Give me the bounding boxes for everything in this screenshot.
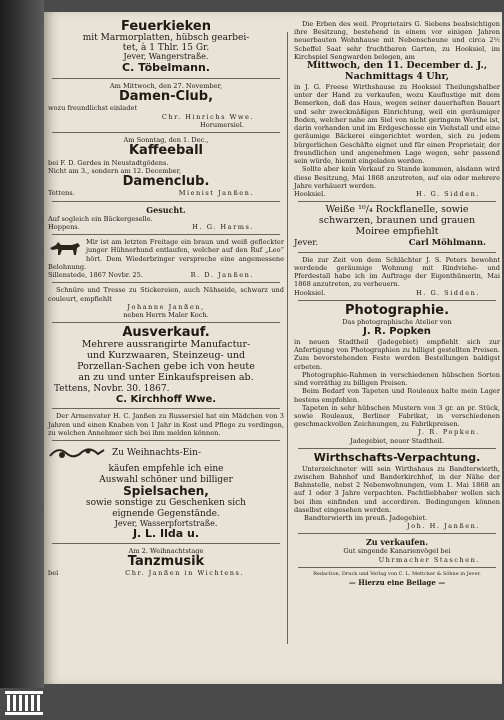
ad-rockflanelle: [294, 205, 500, 248]
ad-line: sowie sonstige zu Geschenken sich: [86, 498, 246, 509]
ad-signature: R. D. Janßen.: [190, 271, 254, 280]
ad-text: in neuen Stadtheil (Jadegebiet) empfiehlt sich zur Anfertigung von Photographien zu billigst gestellten Preisen. Zum bevorstehenden Feste werden Bestellungen baldigst erbeten.: [294, 337, 500, 371]
ad-signature: Joh. H. Janßen.: [407, 522, 480, 531]
ad-peters-wohnung: [294, 256, 500, 297]
ad-separator: [298, 567, 496, 568]
ad-location: Sillenstede, 1867 Novbr. 25.: [48, 271, 143, 280]
ad-kanarienvoegel: [294, 537, 500, 563]
ad-lost-dog: [48, 238, 284, 279]
ad-siebens-estate: [294, 20, 500, 198]
ad-text: Photographie-Rahmen in verschiedenen hübschen Sorten sind vorräthig zu billigen Preisen.: [294, 370, 500, 388]
library-building-icon: [4, 688, 44, 716]
ad-feuerkieken: [48, 20, 284, 75]
ad-headline: Gesucht.: [146, 204, 186, 215]
ad-line: Das photographische Atelier von: [342, 318, 452, 327]
ad-location: Bandterwierth im preuß. Jadegebiet.: [304, 513, 428, 522]
ad-location: Tettens.: [48, 189, 75, 198]
imprint: Redaction, Druck und Verlag von C. L. Mettcker & Söhne in Jever.: [313, 570, 481, 577]
ad-headline: Ausverkauf.: [122, 325, 210, 341]
ad-line: Jever, Wasserpfortstraße.: [114, 518, 218, 528]
ad-text: Unterzeichneter will sein Wirthshaus zu Bandterwierth, zwischen Bahnhof und Banderkirchhof, in der Nähe der Bahnstelle, nebst 2 Nebenwohnungen, vom 1. Mai 1868 an auf 1 oder 3 Jahre verpachten. Pachtliebhaber wollen sich bei ihm einfinden und accordiren. Bedingungen können daselbst eingesehen werden.: [294, 464, 500, 514]
ad-location: Hooksiel.: [294, 190, 326, 199]
ad-signature: Johanne Janßen,: [127, 302, 205, 311]
ad-signature-row: [48, 569, 284, 577]
ad-location: Jadegebiet, neuer Stadtheil.: [350, 436, 444, 445]
ad-line: wozu freundlichst einladet: [48, 104, 137, 113]
ad-line: Jever, Wangerstraße.: [123, 52, 209, 62]
ad-signature: J. L. Ilda u.: [132, 527, 200, 541]
ad-date: Am Sonntag, den 1. Dec.,: [123, 136, 209, 145]
ad-line: Mehrere aussrangirte Manufactur-: [81, 338, 251, 350]
ad-line: eignende Gegenstände.: [112, 508, 220, 519]
ad-line: bei: [48, 569, 59, 578]
ad-name: J. R. Popken: [363, 326, 431, 338]
ad-separator: [298, 201, 496, 202]
ad-location: Jever.: [294, 238, 319, 249]
ad-line: käufen empfehle ich eine: [108, 464, 224, 475]
left-column: [48, 20, 284, 577]
ad-photographie: [294, 304, 500, 445]
ad-line: und Kurzwaaren, Steinzeug- und: [86, 349, 246, 361]
ad-headline: Mittwoch, den 11. December d. J.,: [306, 60, 488, 72]
ad-spielsachen: [48, 444, 284, 540]
ad-signature-row: [294, 289, 500, 297]
ad-damen-club: [48, 82, 284, 129]
ad-headline: Damenclub.: [122, 174, 210, 190]
ad-headline: Feuerkieken: [121, 19, 211, 34]
ad-headline: Damen-Club,: [118, 89, 214, 105]
ad-signature: Chr. Hinrichs Wwe.: [161, 112, 254, 121]
ad-text: Tapeten in sehr hübschen Mustern von 3 gr. an pr. Stück, sowie Rouleaux, Berliner Fabrikat, in verschiedenen geschmackvollen Zeichnungen, zu Fabrikpreisen.: [294, 403, 500, 429]
ad-schnuere: [48, 286, 284, 319]
ad-separator: [52, 282, 280, 283]
ad-separator: [52, 132, 280, 133]
ad-headline: Spielsachen,: [123, 484, 209, 498]
ad-signature: Carl Möhlmann.: [408, 238, 486, 249]
ad-signature: Chr. Janßen in Wichtens.: [125, 569, 244, 578]
ad-line: Auf sogleich ein Bäckergeselle.: [48, 214, 153, 223]
ad-separator: [52, 322, 280, 323]
ad-separator: [52, 543, 280, 544]
supplement-note: — Hierzu eine Beilage —: [348, 578, 446, 588]
ad-text: Sollte aber kein Verkauf zu Stande kommen, alsdann wird diese Besitzung, Mai 1868 anzutreten, auf ein oder mehrere Jahre verhäuert werden.: [294, 165, 500, 190]
ad-signature-row: [48, 271, 284, 279]
ad-line: Weiße ¹⁰/₄ Rockflanelle, sowie: [325, 204, 469, 216]
ad-signature: Mienist Janßen.: [178, 189, 254, 198]
column-divider: [287, 32, 288, 644]
book-binding-shadow: [0, 0, 44, 719]
ad-separator: [298, 448, 496, 449]
ad-line: mit Marmorplatten, hübsch gearbei-: [82, 32, 250, 43]
ad-line: tet, à 1 Thlr. 15 Gr.: [122, 42, 210, 53]
ad-text: Die Erben des weil. Proprietairs G. Siebens beabsichtigen ihre Besitzung, bestehend in einem vor einigen Jahren neuerbauten Wohnhause mit Nebenscheune und circa 2½ Scheffel Saat sehr fruchtbaren Garten, zu Hooksiel, im Kirchspiel Sengwarden belegen, am: [294, 20, 500, 61]
ad-text: Beim Bedarf von Tapeten und Rouleaux halte mein Lager bestens empfohlen.: [294, 387, 500, 404]
right-column: [294, 20, 500, 588]
ad-line: Moiree empfiehlt: [355, 226, 439, 238]
ad-separator: [52, 440, 280, 441]
ad-line: schwarzen, braunen und grauen: [318, 215, 476, 227]
ad-text: in J. G. Freese Wirthshause zu Hooksiel Theilungshalber unter der Hand zu verkaufen, wozu Kauflustige mit dem Bemerken, daß das Haus, wegen seiner dauerhaften Bauart und sehr zweckmäßigen Einrichtung, weil ein geräumiger Boden, welcher nahe am Siel von nicht geringem Werthe ist, darin vorhanden und im Erdgeschosse ein Viehstall und eine geräumige Bäckerei eingerichtet worden, sich zu jedem bürgerlichen Geschäfte eignet und für einen Proprietair, der freundlichen und angenehmen Lage wegen, sehr passend sein würde, hiemit eingeladen werden.: [294, 83, 500, 166]
ad-line: Zu Weihnachts-Ein-: [112, 448, 201, 459]
ad-wirthschafts-verpachtung: [294, 452, 500, 531]
ad-separator: [52, 408, 280, 409]
ad-signature: C. Kirchhoff Wwe.: [115, 393, 217, 405]
ornament-icon: [48, 444, 108, 464]
ad-signature: H. G. Sidden.: [416, 190, 480, 199]
ad-ausverkauf: [48, 326, 284, 405]
ad-separator: [298, 300, 496, 301]
ad-text: Schnüre und Tresse zu Stickereien, auch Nähseide, schwarz und couleurt, empfiehlt: [48, 286, 284, 303]
ad-date: Am Mittwoch, den 27. November,: [109, 81, 223, 90]
ad-text: Die zur Zeit von dem Schlächter J. S. Peters bewohnt werdende geräumige Wohnung mit Rindviehe- und Pferdestall habe ich im Auftrage der Eigenthümerin, Mai 1868 anzutreten, zu verheuern.: [294, 255, 500, 289]
dog-icon: [48, 239, 82, 259]
ad-separator: [52, 78, 280, 79]
ad-signature-row: [48, 189, 284, 197]
ad-separator: [52, 201, 280, 202]
ad-kaffeeball: [48, 136, 284, 198]
ad-signature-row: [48, 223, 284, 231]
ad-headline: Nachmittags 4 Uhr,: [344, 71, 450, 83]
ad-location: neben Herrn Maler Koch.: [123, 310, 209, 319]
ad-line: Auswahl schöner und billiger: [99, 474, 233, 485]
ad-line: Porzellan-Sachen gebe ich von heute: [77, 360, 255, 372]
viewer-footer: [0, 688, 504, 719]
ad-signature: H. G. Sidden.: [416, 288, 480, 297]
ad-separator: [298, 252, 496, 253]
ad-location: Hoppens.: [48, 222, 80, 231]
ad-date: Am 2. Weihnachtstage: [128, 547, 204, 556]
ad-armenvater: [48, 412, 284, 437]
ad-separator: [298, 533, 496, 534]
ad-headline: Zu verkaufen.: [365, 537, 429, 548]
ad-location: Horumersiel.: [199, 120, 244, 129]
ad-separator: [52, 234, 280, 235]
ad-headline: Tanzmusik: [127, 554, 205, 570]
ad-signature-row: [294, 190, 500, 198]
ad-signature: H. G. Harms.: [192, 222, 254, 231]
ad-text: Mir ist am letzten Freitage ein braun und weiß gefleckter junger Hühnerhund entlaufen, welcher auf den Ruf „Leo“ hört. Dem Wiederbringer verspreche eine angemessene Belohnung.: [48, 238, 284, 271]
ad-signature: J. R. Popken.: [418, 428, 480, 437]
ad-line: Gut singende Kanarienvögel bei: [343, 547, 451, 556]
ad-signature: Uhrmacher Staschen.: [378, 555, 480, 564]
ad-signature-row: [294, 238, 500, 249]
ad-headline: Photographie.: [344, 302, 450, 318]
ad-line: bei F. D. Gerdes in Neustadtgödens.: [48, 158, 169, 167]
ad-line: Nicht am 3., sondern am 12. December,: [48, 166, 182, 175]
ad-headline: Kaffeeball: [128, 143, 203, 159]
ad-location: Hooksiel.: [294, 288, 326, 297]
ad-line: Tettens, Novbr. 30. 1867.: [54, 383, 170, 394]
ad-tanzmusik: [48, 547, 284, 577]
ad-headline: Wirthschafts-Verpachtung.: [313, 450, 481, 464]
ad-signature: C. Töbelmann.: [122, 61, 210, 75]
ad-text: Der Armenvater H. C. Janßen zu Russersiel hat ein Mädchen von 3 Jahren und einen Knaben von 1 Jahr in Kost und Pflege zu verdingen, zu welchen Annehmer sich bei ihm melden können.: [48, 412, 284, 437]
ad-gesucht: [48, 205, 284, 231]
ad-line: an zu und unter Einkaufspreisen ab.: [78, 371, 254, 383]
